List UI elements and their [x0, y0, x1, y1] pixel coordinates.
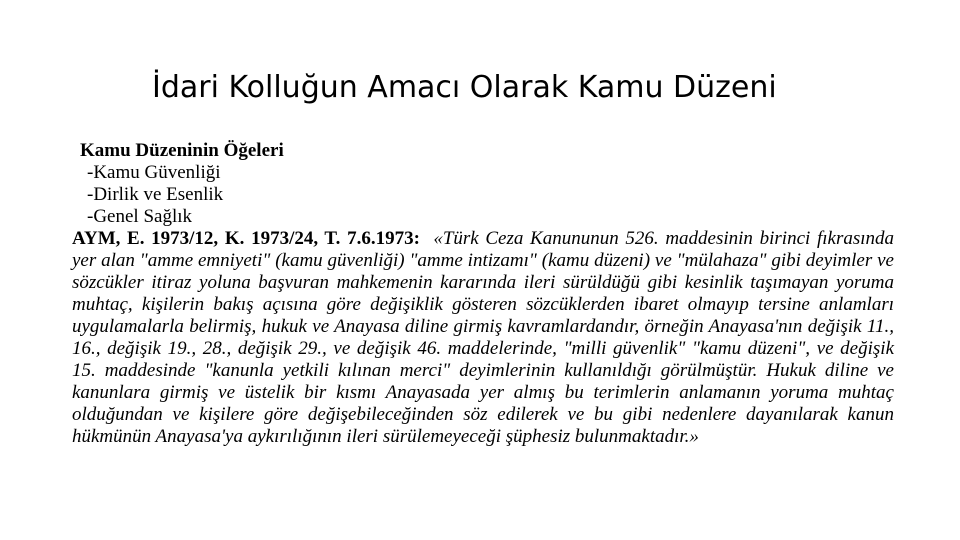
list-item-dirlik-ve-esenlik: -Dirlik ve Esenlik [87, 184, 224, 205]
decision-quote-text: «Türk Ceza Kanununun 526. maddesinin birinci fıkrasında yer alan "amme emniyeti" (kamu güvenliği) "amme intizamı" (kamu düzeni) ve "mülahaza" gibi deyimler ve sözcükler itiraz yoluna başvuran mahkemenin kararında ileri sürüldüğü gibi kesinlik taşımayan yoruma muhtaç, kişilerin bakış açısına göre değişiklik gösteren sözcüklerden ibaret olmayıp tersine anlamları uygulamalarla belirmiş, hukuk ve Anayasa diline girmiş kavramlardandır, örneğin Anayasa'nın değişik 11., 16., değişik 19., 28., değişik 29., ve değişik 46. maddelerinde, "milli güvenlik" "kamu düzeni", ve değişik 15. maddesinde "kanunla yetkili kılınan merci" deyimlerinin kullanıldığı görülmüştür. Hukuk diline ve kanunlara girmiş ve üstelik bir kısmı Anayasada yer almış bu terimlerin anlamanın yoruma muhtaç olduğundan ve kişilere göre değişebileceğinden söz edilerek ve bu gibi nedenlere dayanılarak kanun hükmünün Anayasa'ya aykırılığının ileri sürülemeyeceği şüphesiz bulunmaktadır.» [72, 228, 895, 447]
list-item-kamu-guvenligi: -Kamu Güvenliği [87, 162, 221, 183]
section-heading: Kamu Düzeninin Öğeleri [80, 140, 284, 161]
decision-citation: AYM, E. 1973/12, K. 1973/24, T. 7.6.1973: [72, 228, 420, 249]
slide-body [72, 140, 894, 448]
slide-title: İdari Kolluğun Amacı Olarak Kamu Düzeni [152, 70, 777, 105]
court-decision-quote [72, 228, 894, 448]
list-item-genel-saglik: -Genel Sağlık [87, 206, 193, 227]
element-list [72, 162, 894, 228]
